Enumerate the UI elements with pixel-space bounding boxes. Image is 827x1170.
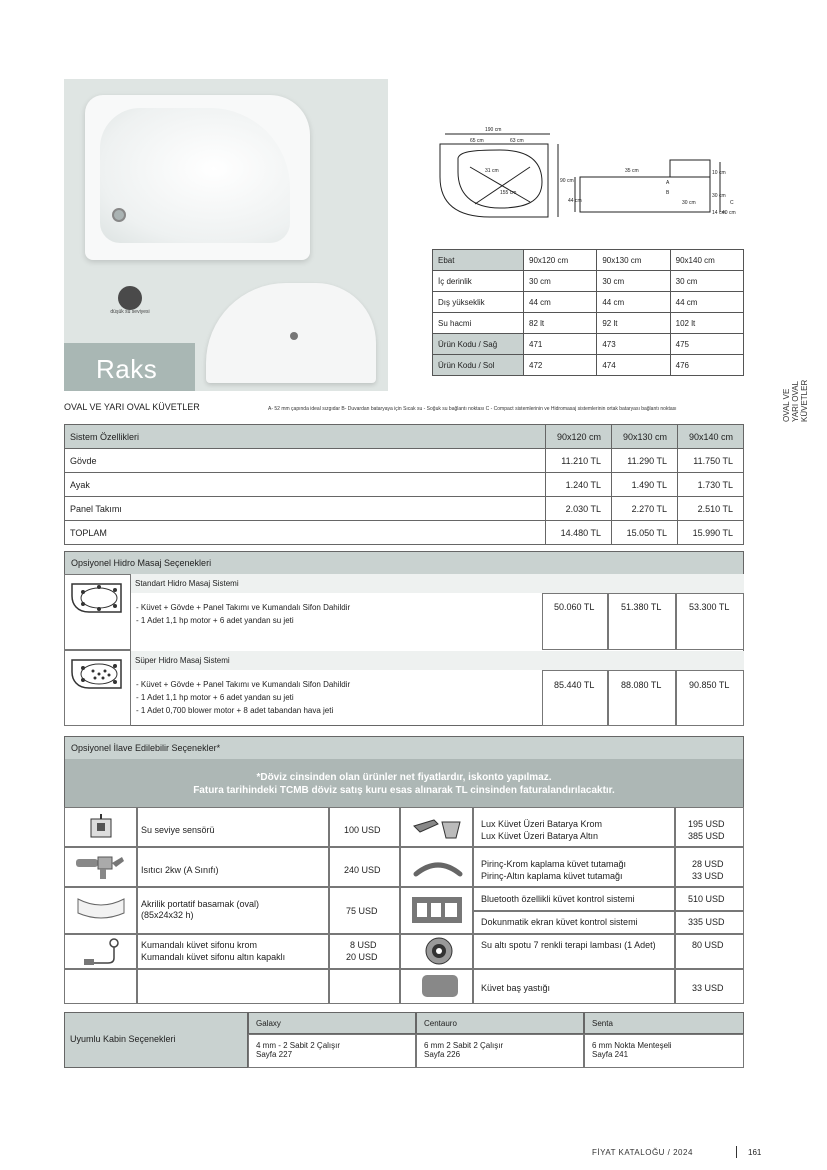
price-row-label: Ayak [65,473,546,497]
addon-price: 80 USD [692,940,724,950]
dim-label: 44 cm [568,198,582,204]
section-title: OVAL VE YARI OVAL KÜVETLER [64,402,200,412]
control-panel-icon [412,897,462,923]
spec-cell: 30 cm [597,271,670,292]
section-note: A- 52 mm çapında ideal sızgıdar B- Duvardan bataryaya için Sıcak su - Soğuk su bağlantı noktası C - Compact sistemlerinin ve Hidromasaj sistemlerinin ortak bataryası bağlantı noktası [268,406,677,412]
dim-label: 190 cm [485,127,502,133]
price-cell: 2.030 TL [546,497,612,521]
price-cell: 15.050 TL [612,521,678,545]
price-header: 90x140 cm [678,425,744,449]
dim-label: 90 cm [560,178,574,184]
addon-price: 195 USD [688,819,725,829]
step-icon [75,893,127,923]
drain-icon [112,208,126,222]
spotlight-icon [424,936,454,966]
handle-icon [412,858,464,880]
spec-header: Ebat [433,250,524,271]
spec-header: 90x140 cm [670,250,743,271]
super-line: - 1 Adet 1,1 hp motor + 6 adet yandan su jeti [136,693,294,702]
cabin-name[interactable]: Centauro [424,1019,457,1028]
price-cell: 11.750 TL [678,449,744,473]
spec-cell: 44 cm [524,292,597,313]
price-cell-box [608,670,676,726]
sensor-icon [88,813,114,841]
spec-cell: 473 [597,334,670,355]
cabin-page[interactable]: Sayfa 227 [256,1050,293,1059]
bathtub-basin [100,108,290,243]
spec-cell: 30 cm [524,271,597,292]
dim-label: A [666,180,670,186]
spec-header: 90x130 cm [597,250,670,271]
addon-label: Lux Küvet Üzeri Batarya Altın [481,831,599,841]
dim-label: 63 cm [510,138,524,144]
page-number: 161 [748,1148,762,1157]
spec-cell: 30 cm [670,271,743,292]
standard-hydro-icon [69,578,125,616]
cabin-desc: 6 mm Nokta Menteşeli [592,1041,672,1050]
standard-line: - 1 Adet 1,1 hp motor + 6 adet yandan su jeti [136,616,294,625]
addon-price-cell [329,969,400,1004]
price-row-label: Gövde [65,449,546,473]
addon-price: 8 USD [350,940,377,950]
spec-cell: Dış yükseklik [433,292,524,313]
addon-price: 28 USD [692,859,724,869]
cabin-desc: 4 mm - 2 Sabit 2 Çalışır [256,1041,341,1050]
addon-price: 385 USD [688,831,725,841]
pillow-icon [420,972,460,1000]
footer-catalog: FİYAT KATALOĞU / 2024 [592,1148,693,1157]
spec-cell: 474 [597,355,670,376]
dim-label: 31 cm [485,168,499,174]
price-row-label: TOPLAM [65,521,546,545]
price-cell: 2.270 TL [612,497,678,521]
cabin-desc: 6 mm 2 Sabit 2 Çalışır [424,1041,504,1050]
addon-price: 33 USD [692,871,724,881]
dim-label: B [666,190,670,196]
addon-label: Kumandalı küvet sifonu krom [141,940,258,950]
addon-price: 75 USD [346,906,378,916]
addon-price: 240 USD [344,865,381,875]
spec-cell: 475 [670,334,743,355]
standard-name: Standart Hidro Masaj Sistemi [131,574,744,593]
addon-label: Dokunmatik ekran küvet kontrol sistemi [481,917,638,927]
dim-label: 40 cm [722,210,736,216]
spec-cell: 82 lt [524,313,597,334]
hydro-title: Opsiyonel Hidro Masaj Seçenekleri [65,552,743,574]
super-price: 90.850 TL [689,680,730,690]
side-label: OVAL VE YARI OVAL KÜVETLER [782,379,809,422]
price-table [64,424,744,545]
banner-line-1: *Döviz cinsinden olan ürünler net fiyatlardır, iskonto yapılmaz. [256,772,552,783]
spec-cell: 44 cm [670,292,743,313]
addon-label-cell [137,969,329,1004]
price-cell: 2.510 TL [678,497,744,521]
addon-price: 100 USD [344,825,381,835]
drain-icon [290,332,298,340]
dim-label: 14 cm [712,210,726,216]
spec-cell: Ürün Kodu / Sol [433,355,524,376]
technical-drawing [430,122,745,227]
product-name: Raks [96,354,158,384]
dim-label: 155 cm [500,190,517,196]
cabin-name[interactable]: Senta [592,1019,613,1028]
faucet-icon [410,812,466,842]
price-header: Sistem Özellikleri [65,425,546,449]
price-header: 90x120 cm [546,425,612,449]
addon-label: Su seviye sensörü [141,825,215,835]
spec-cell: 44 cm [597,292,670,313]
spec-cell: 471 [524,334,597,355]
standard-price: 53.300 TL [689,602,730,612]
price-cell: 14.480 TL [546,521,612,545]
standard-line: - Küvet + Gövde + Panel Takımı ve Kumandalı Sifon Dahildir [136,603,351,612]
addon-label: Kumandalı küvet sifonu altın kapaklı [141,952,286,962]
addon-price: 20 USD [346,952,378,962]
spec-cell: Ürün Kodu / Sağ [433,334,524,355]
super-name: Süper Hidro Masaj Sistemi [131,651,744,670]
addon-price: 510 USD [688,894,725,904]
heater-icon [72,853,128,881]
currency-banner [65,759,743,807]
dim-label: C [730,200,734,206]
standard-price: 51.380 TL [621,602,662,612]
addon-label: Küvet baş yastığı [481,983,551,993]
spec-cell: 102 lt [670,313,743,334]
siphon-icon [80,936,124,966]
cabin-page[interactable]: Sayfa 241 [592,1050,629,1059]
super-line: - Küvet + Gövde + Panel Takımı ve Kumandalı Sifon Dahildir [136,680,351,689]
super-price: 88.080 TL [621,680,662,690]
dim-label: 30 cm [712,193,726,199]
price-cell-box [542,670,608,726]
spec-cell: Su hacmi [433,313,524,334]
price-row-label: Panel Takımı [65,497,546,521]
price-cell: 1.240 TL [546,473,612,497]
price-header: 90x130 cm [612,425,678,449]
banner-line-2: Fatura tarihindeki TCMB döviz satış kuru esas alınarak TL cinsinden faturalandırılacaktır. [193,785,615,796]
spec-header: 90x120 cm [524,250,597,271]
spec-cell: 476 [670,355,743,376]
spec-cell: 92 lt [597,313,670,334]
cabin-label: Uyumlu Kabin Seçenekleri [70,1034,176,1044]
addon-label: Akrilik portatif basamak (oval) (85x24x32 h) [141,899,260,920]
addon-label: Lux Küvet Üzeri Batarya Krom [481,819,603,829]
spec-cell: İç derinlik [433,271,524,292]
footer-divider [736,1146,737,1158]
price-cell: 11.290 TL [612,449,678,473]
certificate-text: düşük su seviyesi [110,309,150,315]
addon-price: 335 USD [688,917,725,927]
addon-price: 33 USD [692,983,724,993]
addons-title: Opsiyonel İlave Edilebilir Seçenekler* [65,737,743,759]
addon-label: Pirinç-Krom kaplama küvet tutamağı [481,859,627,869]
addon-label: Bluetooth özellikli küvet kontrol sistemi [481,894,635,904]
super-line: - 1 Adet 0,700 blower motor + 8 adet tabandan hava jeti [136,706,334,715]
certificate-logo [118,286,142,310]
addon-label: Isıtıcı 2kw (A Sınıfı) [141,865,219,875]
cabin-name[interactable]: Galaxy [256,1019,281,1028]
addon-label: Pirinç-Altın kaplama küvet tutamağı [481,871,623,881]
addon-label: Su altı spotu 7 renkli terapi lambası (1 Adet) [481,940,656,950]
super-price: 85.440 TL [554,680,595,690]
price-cell: 15.990 TL [678,521,744,545]
spec-cell: 472 [524,355,597,376]
dim-label: 10 cm [712,170,726,176]
price-cell: 11.210 TL [546,449,612,473]
dim-label: 30 cm [682,200,696,206]
cabin-page[interactable]: Sayfa 226 [424,1050,461,1059]
price-cell-box [676,670,744,726]
price-cell: 1.490 TL [612,473,678,497]
dim-label: 35 cm [625,168,639,174]
standard-price: 50.060 TL [554,602,595,612]
dim-label: 65 cm [470,138,484,144]
spec-table [432,249,744,376]
price-cell: 1.730 TL [678,473,744,497]
super-hydro-icon [69,654,125,692]
addon-icon-cell [64,969,137,1004]
